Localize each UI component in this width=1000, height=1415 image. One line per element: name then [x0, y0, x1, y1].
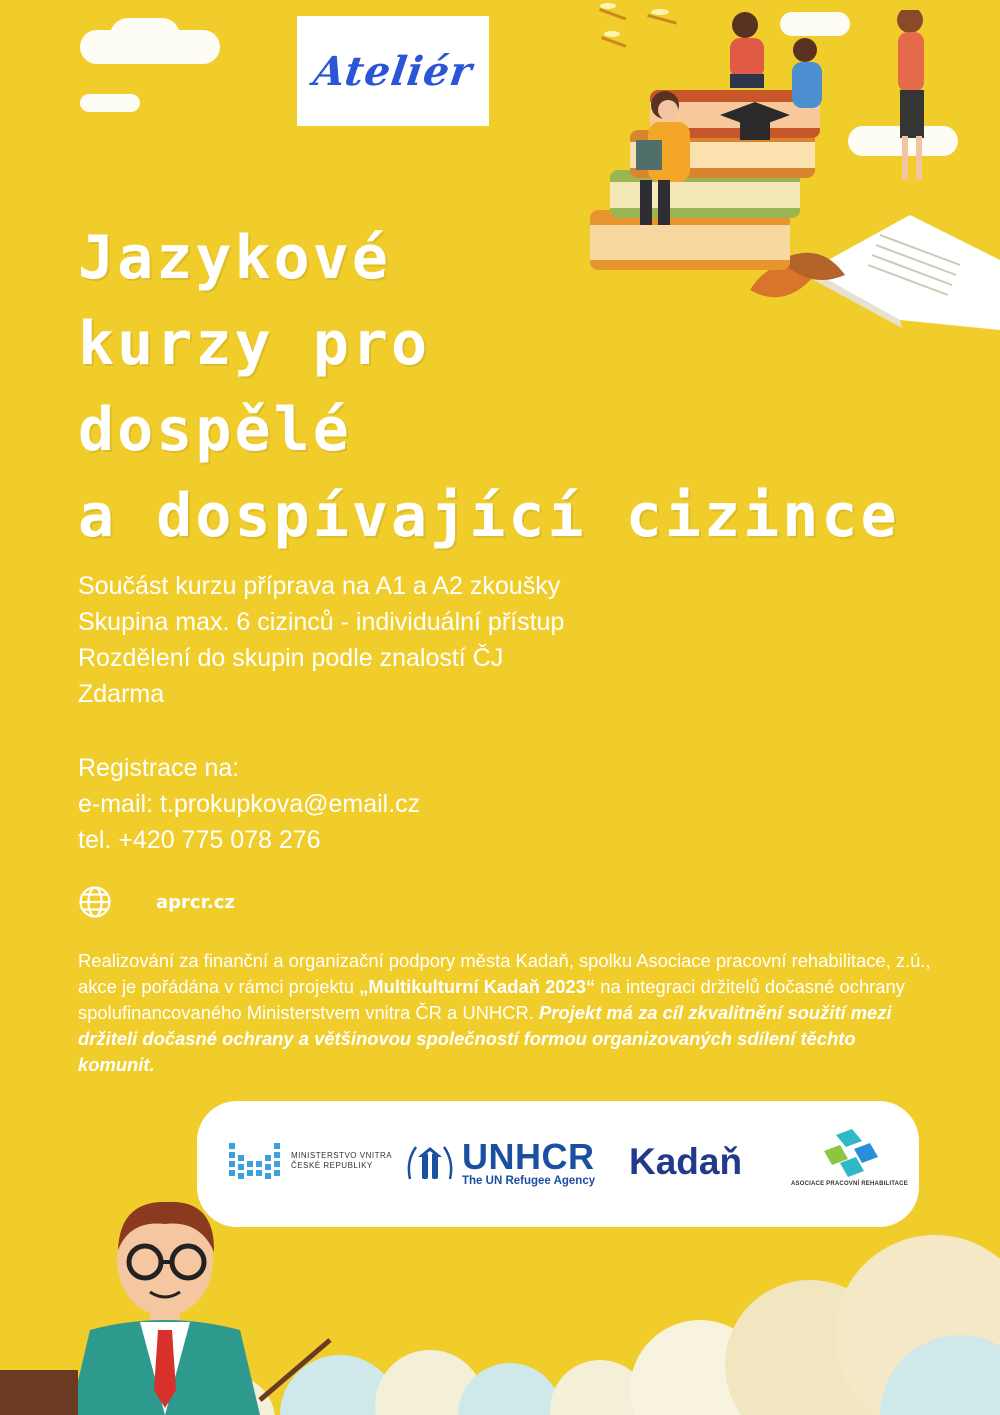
registration-phone[interactable]: tel. +420 775 078 276	[78, 826, 321, 854]
support-paragraph	[78, 948, 934, 1078]
atelier-logo	[297, 16, 489, 126]
unhcr-logo	[404, 1136, 596, 1187]
course-info	[78, 568, 698, 712]
ministry-name-line: MINISTERSTVO VNITRA	[291, 1151, 393, 1160]
title-line: a dospívající cizince	[78, 481, 900, 551]
ministry-logo	[229, 1139, 392, 1183]
kadan-wordmark: Kadaň	[629, 1141, 743, 1182]
apr-emblem-icon	[814, 1129, 884, 1181]
unhcr-emblem-icon	[404, 1141, 456, 1185]
project-name: „Multikulturní Kadaň 2023“	[359, 976, 596, 997]
cloud-decoration	[80, 94, 140, 112]
website-link[interactable]: aprcr.cz	[156, 891, 235, 913]
kadan-logo	[629, 1141, 742, 1183]
logo-text: Ateliér	[310, 47, 476, 95]
support-text: Realizování za finanční a organizační podpory města Kadaň, spolku Asociace pracovní rehabilitace, z.ú., akce je pořádána v rámci projektu	[78, 950, 931, 997]
project-goal: Projekt má za cíl zkvalitnění soužití mezi držiteli dočasné ochrany a většinovou společností formou organizovaných sdílení těchto komunit.	[78, 1002, 892, 1075]
title-line: dospělé	[78, 395, 352, 465]
unhcr-wordmark: UNHCR	[462, 1136, 595, 1177]
registration-heading: Registrace na:	[78, 754, 240, 782]
cloud-decoration	[110, 18, 180, 54]
title-line: kurzy pro	[78, 309, 431, 379]
teacher-illustration	[0, 1190, 340, 1415]
info-line: Zdarma	[78, 680, 165, 708]
info-line: Součást kurzu příprava na A1 a A2 zkoušky	[78, 572, 561, 600]
registration-email[interactable]: e-mail: t.prokupkova@email.cz	[78, 790, 421, 818]
page-title	[78, 215, 978, 559]
website-row[interactable]	[78, 884, 235, 920]
info-line: Rozdělení do skupin podle znalostí ČJ	[78, 644, 504, 672]
ministry-emblem-icon	[229, 1139, 285, 1183]
ministry-name-line: ČESKÉ REPUBLIKY	[291, 1161, 373, 1170]
unhcr-tagline: The UN Refugee Agency	[462, 1175, 596, 1187]
globe-icon	[78, 885, 112, 919]
title-line: Jazykové	[78, 223, 391, 293]
registration-block	[78, 750, 698, 858]
info-line: Skupina max. 6 cizinců - individuální přístup	[78, 608, 565, 636]
support-text: na integraci držitelů dočasné ochrany spolufinancovaného Ministerstvem vnitra ČR a UNHCR.	[78, 976, 905, 1023]
apr-name: ASOCIACE PRACOVNÍ REHABILITACE	[791, 1181, 908, 1187]
apr-logo	[791, 1129, 908, 1187]
